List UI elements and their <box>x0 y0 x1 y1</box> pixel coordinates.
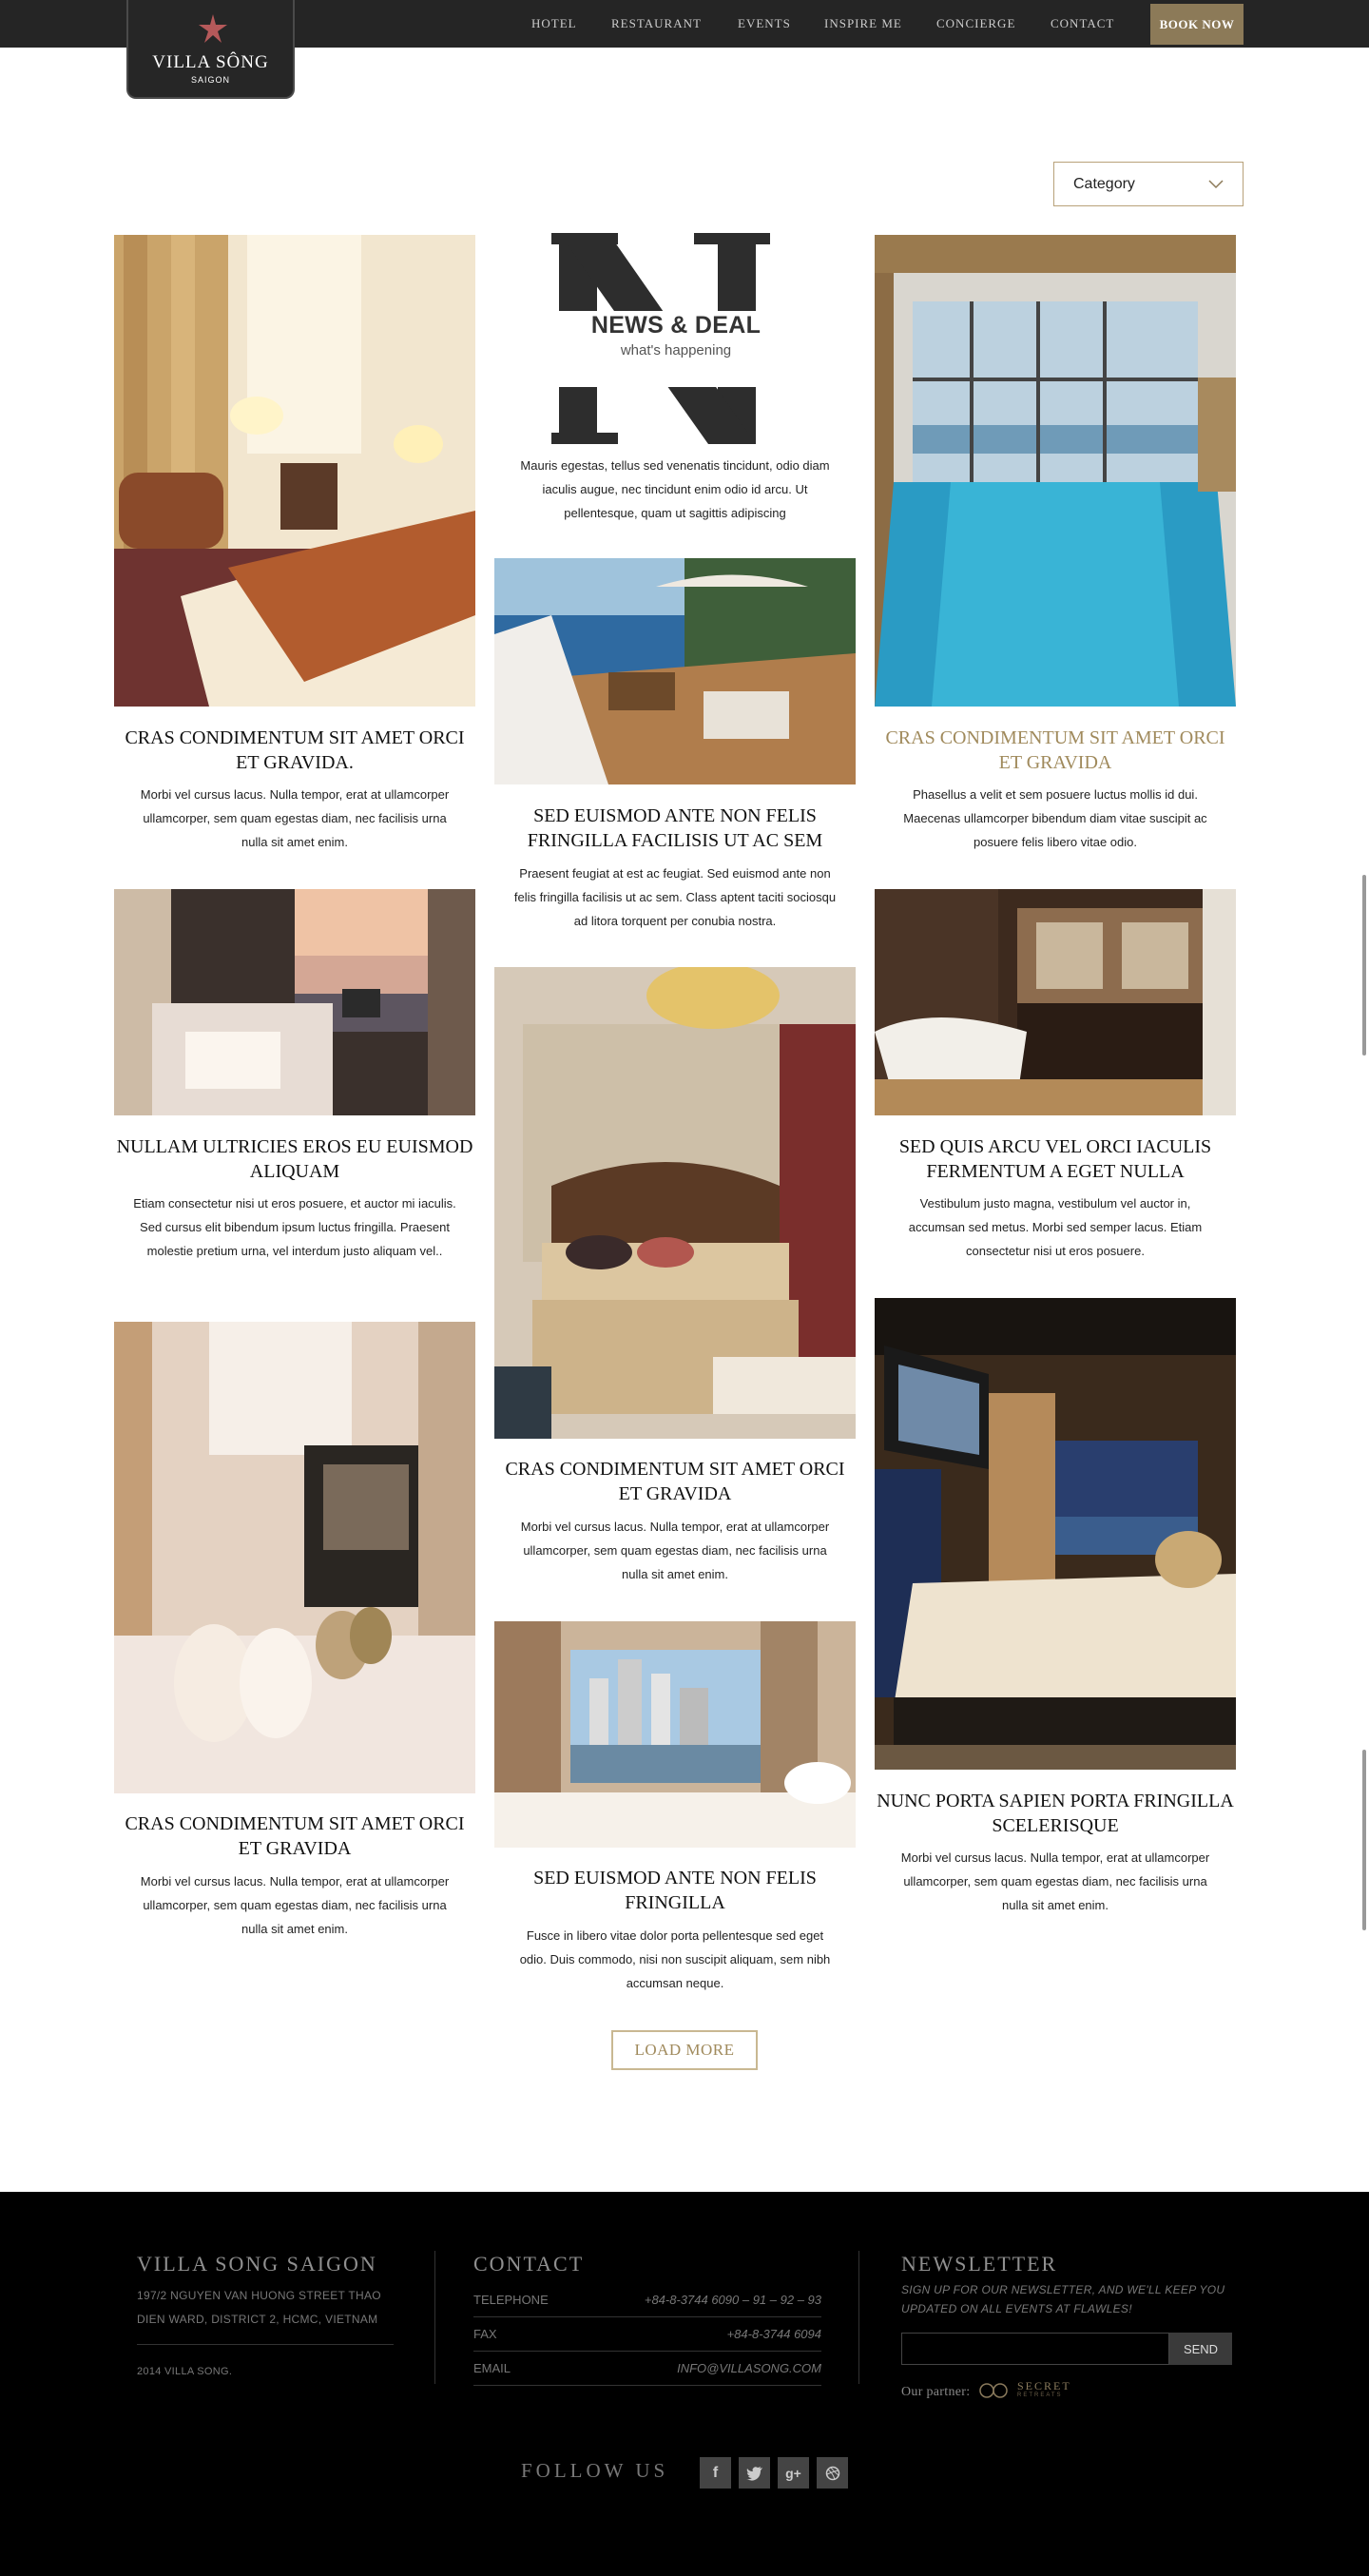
newsletter-text-line-1: SIGN UP FOR OUR NEWSLETTER, AND WE'LL KEEP YOU <box>901 2283 1225 2296</box>
divider <box>434 2251 435 2384</box>
nav-concierge[interactable]: CONCIERGE <box>936 16 1016 30</box>
footer-address-line-1: 197/2 NGUYEN VAN HUONG STREET THAO <box>137 2289 381 2302</box>
google-plus-icon[interactable]: g+ <box>778 2457 809 2489</box>
post-title[interactable]: SED EUISMOD ANTE NON FELIS FRINGILLA <box>533 1868 817 1913</box>
contact-label: TELEPHONE <box>473 2293 549 2307</box>
contact-row-email <box>473 2352 821 2386</box>
newsletter-text-line-2: UPDATED ON ALL EVENTS AT FLAWLES! <box>901 2302 1132 2315</box>
post-image-room-5[interactable] <box>494 967 856 1439</box>
divider <box>137 2344 394 2345</box>
logo-title: VILLA SÔNG <box>152 52 269 72</box>
news-title: NEWS & DEAL <box>590 312 762 339</box>
post-excerpt: Vestibulum justo magna, vestibulum vel auctor in, accumsan sed metus. Morbi sed semper lacus. Etiam consectetur nisi ut eros posuere. <box>908 1196 1203 1258</box>
facebook-icon[interactable]: f <box>700 2457 731 2489</box>
post-excerpt: Etiam consectetur nisi ut eros posuere, et auctor mi iaculis. Sed cursus elit bibendum ipsum luctus fringilla. Praesent molestie pretium urna, vel interdum justo aliquam vel.. <box>133 1196 456 1258</box>
post-image-room-7[interactable] <box>114 1322 475 1793</box>
post-excerpt: Fusce in libero vitae dolor porta pellentesque sed eget odio. Duis commodo, nisi non suscipit aliquam, sem nibh accumsan neque. <box>519 1928 831 1990</box>
starfish-icon <box>197 12 229 45</box>
post-image-room-8[interactable] <box>494 1621 856 1848</box>
footer-about-title: VILLA SONG SAIGON <box>137 2252 377 2276</box>
contact-value[interactable]: INFO@VILLASONG.COM <box>677 2361 821 2375</box>
post-excerpt: Morbi vel cursus lacus. Nulla tempor, erat at ullamcorper ullamcorper, sem quam egestas diam, nec facilisis urna nulla sit amet enim. <box>140 1874 450 1936</box>
post-excerpt: Morbi vel cursus lacus. Nulla tempor, erat at ullamcorper ullamcorper, sem quam egestas diam, nec facilisis urna nulla sit amet enim. <box>140 787 450 849</box>
scrollbar-thumb[interactable] <box>1362 1750 1366 1930</box>
post-title[interactable]: SED QUIS ARCU VEL ORCI IACULIS FERMENTUM A EGET NULLA <box>898 1136 1212 1182</box>
post-image-terrace[interactable] <box>494 558 856 784</box>
follow-us-label: FOLLOW US <box>521 2459 669 2482</box>
post-title[interactable]: NUNC PORTA SAPIEN PORTA FRINGILLA SCELERISQUE <box>877 1791 1234 1836</box>
partner-name[interactable]: SECRET <box>1017 2379 1071 2392</box>
news-intro: Mauris egestas, tellus sed venenatis tincidunt, odio diam iaculis augue, nec tincidunt enim odio id arcu. Ut pellentesque, quam ut sagittis adipiscing <box>520 458 830 520</box>
nav-restaurant[interactable]: RESTAURANT <box>611 16 702 30</box>
post-excerpt: Morbi vel cursus lacus. Nulla tempor, erat at ullamcorper ullamcorper, sem quam egestas diam, nec facilisis urna nulla sit amet enim. <box>900 1850 1210 1912</box>
category-select-label: Category <box>1073 175 1135 192</box>
footer-newsletter-title: NEWSLETTER <box>901 2252 1058 2276</box>
twitter-icon[interactable] <box>739 2457 770 2489</box>
contact-row-fax <box>473 2317 821 2352</box>
post-title[interactable]: CRAS CONDIMENTUM SIT AMET ORCI ET GRAVIDA <box>125 1813 465 1859</box>
nav-contact[interactable]: CONTACT <box>1051 16 1115 30</box>
post-image-room-1[interactable] <box>114 235 475 707</box>
nav-inspire-me[interactable]: INSPIRE ME <box>824 16 902 30</box>
contact-label: EMAIL <box>473 2361 511 2375</box>
post-excerpt: Praesent feugiat at est ac feugiat. Sed euismod ante non felis fringilla facilisis ut ac sem. Class aptent taciti sociosqu ad litora torquent per conubia nostra. <box>513 866 837 928</box>
load-more-button[interactable]: LOAD MORE <box>611 2030 758 2070</box>
footer-copyright: 2014 VILLA SONG. <box>137 2366 233 2377</box>
post-excerpt: Morbi vel cursus lacus. Nulla tempor, erat at ullamcorper ullamcorper, sem quam egestas diam, nec facilisis urna nulla sit amet enim. <box>520 1520 830 1581</box>
partner-label: Our partner: <box>901 2385 971 2399</box>
contact-label: FAX <box>473 2327 497 2341</box>
footer-contact-title: CONTACT <box>473 2252 585 2276</box>
nav-events[interactable]: EVENTS <box>738 16 791 30</box>
divider <box>858 2251 859 2384</box>
contact-row-telephone <box>473 2283 821 2317</box>
nav-hotel[interactable]: HOTEL <box>531 16 577 30</box>
post-image-room-9[interactable] <box>875 1298 1236 1770</box>
partner-sub: RETREATS <box>1017 2392 1063 2398</box>
chevron-down-icon <box>1208 180 1224 189</box>
newsletter-send-button[interactable]: SEND <box>1169 2333 1232 2365</box>
newsletter-email-input[interactable] <box>901 2333 1169 2365</box>
logo-subtitle: SAIGON <box>190 75 230 85</box>
post-title[interactable]: SED EUISMOD ANTE NON FELIS FRINGILLA FACILISIS UT AC SEM <box>527 805 823 851</box>
post-image-pool[interactable] <box>875 235 1236 707</box>
site-logo[interactable] <box>126 0 295 99</box>
partner-logo-icon <box>977 2379 1012 2402</box>
post-title[interactable]: CRAS CONDIMENTUM SIT AMET ORCI ET GRAVIDA <box>885 727 1225 773</box>
post-excerpt: Phasellus a velit et sem posuere luctus mollis id dui. Maecenas ullamcorper bibendum diam vitae suscipit ac posuere felis libero vitae odio. <box>903 787 1207 849</box>
category-select[interactable] <box>1053 162 1244 206</box>
post-title[interactable]: CRAS CONDIMENTUM SIT AMET ORCI ET GRAVIDA <box>505 1459 845 1504</box>
post-title[interactable]: CRAS CONDIMENTUM SIT AMET ORCI ET GRAVIDA. <box>125 727 465 773</box>
post-image-room-4[interactable] <box>114 889 475 1115</box>
contact-value: +84-8-3744 6094 <box>726 2327 821 2341</box>
post-image-bathroom[interactable] <box>875 889 1236 1115</box>
scrollbar-thumb[interactable] <box>1362 875 1366 1056</box>
news-subtitle: what's happening <box>620 342 732 358</box>
dribbble-icon[interactable] <box>817 2457 848 2489</box>
footer-address-line-2: DIEN WARD, DISTRICT 2, HCMC, VIETNAM <box>137 2313 378 2326</box>
book-now-button[interactable]: BOOK NOW <box>1150 4 1244 45</box>
contact-value[interactable]: +84-8-3744 6090 – 91 – 92 – 93 <box>644 2293 821 2307</box>
post-title[interactable]: NULLAM ULTRICIES EROS EU EUISMOD ALIQUAM <box>116 1136 473 1182</box>
